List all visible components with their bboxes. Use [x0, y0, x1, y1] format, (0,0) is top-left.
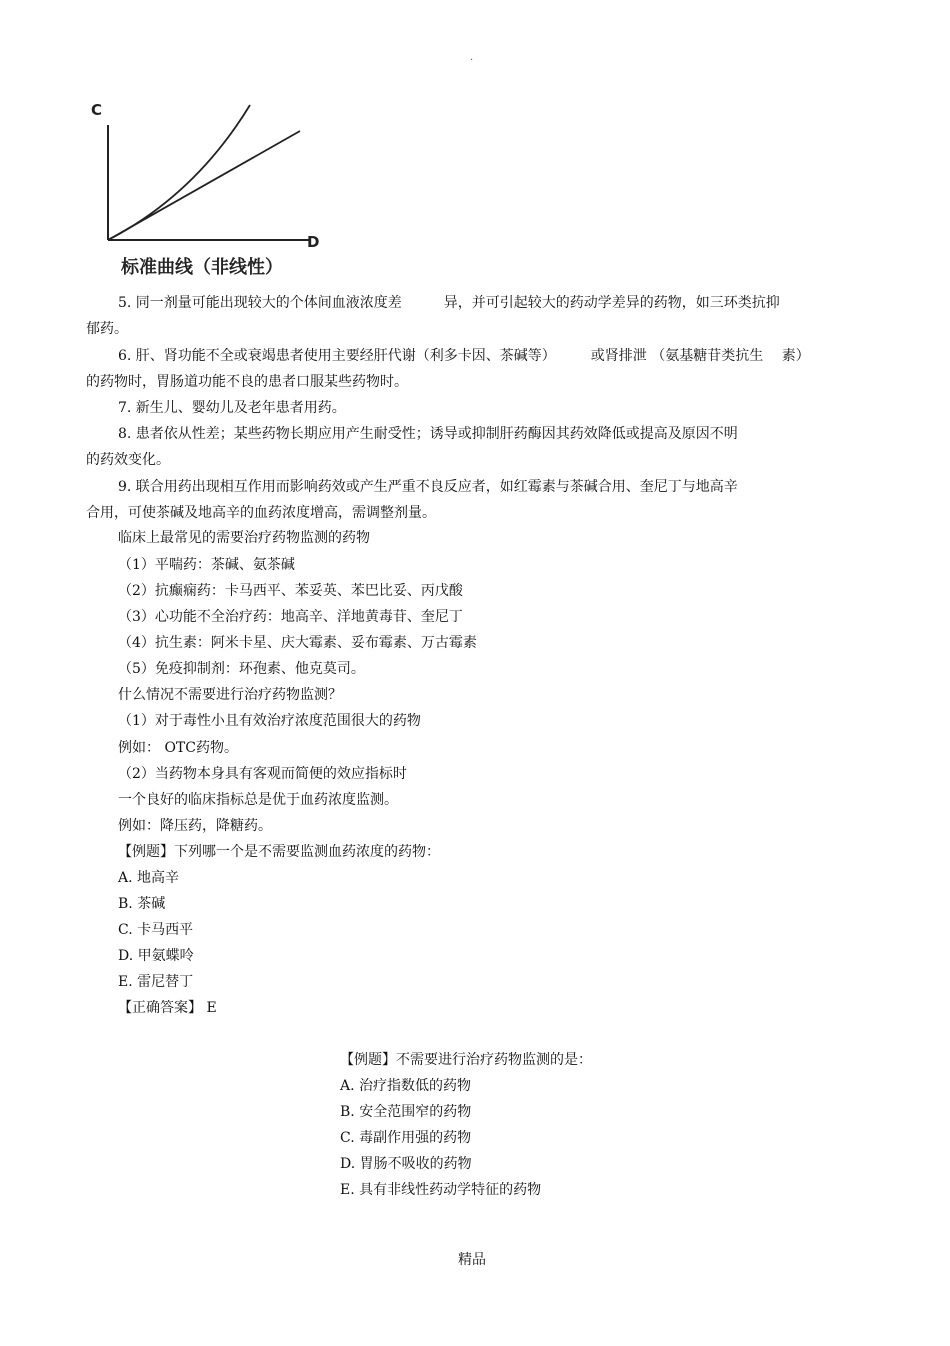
standard-curve-figure [85, 95, 335, 280]
page-footer: 精品 [458, 1252, 486, 1268]
no-monitoring-line: （2）当药物本身具有客观而简便的效应指标时 [118, 766, 407, 782]
x-axis-label: D [307, 233, 320, 251]
figure-caption: 标准曲线（非线性） [121, 257, 283, 278]
example-1-option: D. 甲氨蝶呤 [118, 948, 194, 964]
common-drugs-item: （5）免疫抑制剂：环孢素、他克莫司。 [118, 661, 365, 677]
linear-reference-line [108, 131, 300, 240]
paragraph-9-line-1: 9. 联合用药出现相互作用而影响药效或产生严重不良反应者，如红霉素与茶碱合用、奎尼丁与地高辛 [118, 479, 738, 495]
example-1-answer: 【正确答案】 E [118, 1000, 217, 1016]
example-1-option: B. 茶碱 [118, 896, 166, 912]
example-2-option: D. 胃肠不吸收的药物 [340, 1156, 472, 1172]
paragraph-6-line-1: 6. 肝、肾功能不全或衰竭患者使用主要经肝代谢（利多卡因、茶碱等） 或肾排泄 （氨基糖苷类抗生 素） [118, 348, 810, 364]
no-monitoring-line: （1）对于毒性小且有效治疗浓度范围很大的药物 [118, 713, 421, 729]
common-drugs-item: （2）抗癫痫药：卡马西平、苯妥英、苯巴比妥、丙戊酸 [118, 583, 463, 599]
y-axis-label: C [91, 101, 103, 119]
header-mark: . [470, 52, 474, 63]
example-1-question: 【例题】下列哪一个是不需要监测血药浓度的药物： [118, 844, 440, 860]
example-2-option: C. 毒副作用强的药物 [340, 1130, 472, 1146]
example-1-option: E. 雷尼替丁 [118, 974, 194, 990]
paragraph-8-line-2: 的药效变化。 [86, 452, 170, 468]
no-monitoring-line: 例如：降压药，降糖药。 [118, 818, 272, 834]
example-2-option: A. 治疗指数低的药物 [340, 1078, 472, 1094]
no-monitoring-line: 一个良好的临床指标总是优于血药浓度监测。 [118, 792, 398, 808]
paragraph-5-line-2: 郁药。 [86, 321, 128, 337]
paragraph-9-line-2: 合用，可使茶碱及地高辛的血药浓度增高，需调整剂量。 [86, 505, 436, 521]
common-drugs-item: （1）平喘药：茶碱、氨茶碱 [118, 557, 295, 573]
no-monitoring-line: 例如： OTC药物。 [118, 740, 238, 756]
example-1-option: A. 地高辛 [118, 870, 180, 886]
common-drugs-item: （3）心功能不全治疗药：地高辛、洋地黄毒苷、奎尼丁 [118, 609, 463, 625]
paragraph-8-line-1: 8. 患者依从性差；某些药物长期应用产生耐受性；诱导或抑制肝药酶因其药效降低或提高及原因不明 [118, 426, 738, 442]
paragraph-5-line-1: 5. 同一剂量可能出现较大的个体间血液浓度差 异，并可引起较大的药动学差异的药物，如三环类抗抑 [118, 295, 780, 311]
common-drugs-item: （4）抗生素：阿米卡星、庆大霉素、妥布霉素、万古霉素 [118, 635, 477, 651]
example-2-question: 【例题】不需要进行治疗药物监测的是： [340, 1052, 592, 1068]
common-drugs-heading: 临床上最常见的需要治疗药物监测的药物 [118, 530, 370, 546]
no-monitoring-heading: 什么情况不需要进行治疗药物监测？ [118, 687, 342, 703]
example-1-option: C. 卡马西平 [118, 922, 194, 938]
paragraph-6-line-2: 的药物时，胃肠道功能不良的患者口服某些药物时。 [86, 374, 408, 390]
example-2-option: E. 具有非线性药动学特征的药物 [340, 1182, 542, 1198]
example-2-option: B. 安全范围窄的药物 [340, 1104, 472, 1120]
paragraph-7: 7. 新生儿、婴幼儿及老年患者用药。 [118, 400, 346, 416]
